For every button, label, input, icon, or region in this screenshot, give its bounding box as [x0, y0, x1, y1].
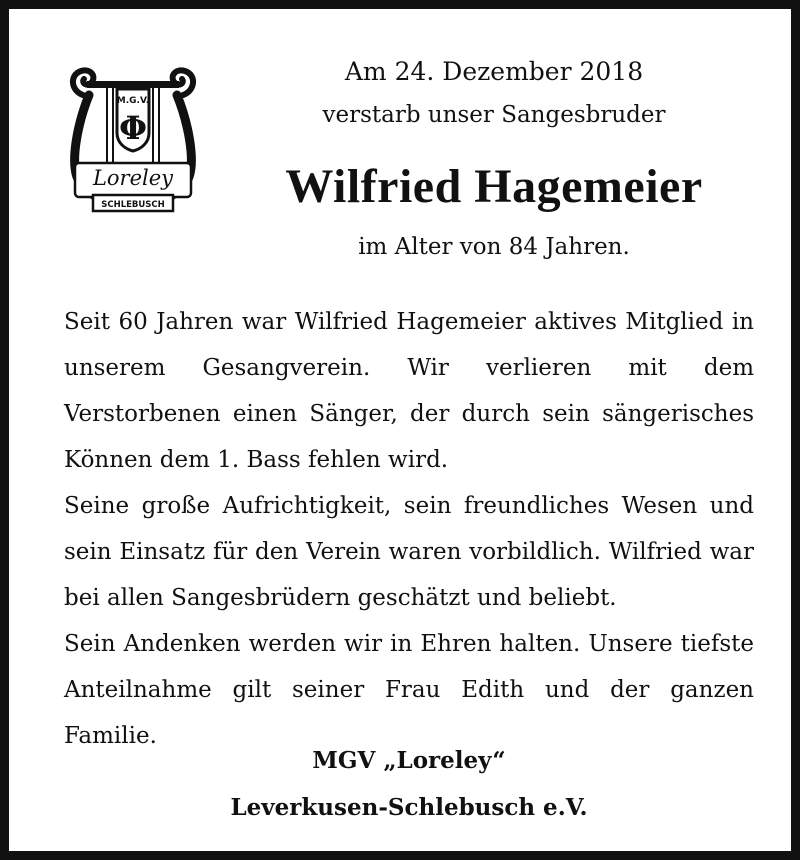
signature-location: Leverkusen-Schlebusch e.V. [230, 794, 588, 821]
age-line: im Alter von 84 Jahren. [358, 234, 630, 260]
death-date-line: Am 24. Dezember 2018 [344, 57, 644, 86]
signature-club-name: MGV „Loreley“ [312, 747, 506, 774]
body-paragraph: Seit 60 Jahren war Wilfried Hagemeier aktives Mitglied in unserem Gesangverein. Wir verlieren mit dem Verstorbenen einen Sänger, der durch sein sängerisches Können dem 1. Bass fehlen wird. [64, 309, 754, 473]
logo-bottom-text: SCHLEBUSCH [101, 200, 165, 210]
logo-script-text: Loreley [92, 166, 174, 190]
logo-phi-glyph: Φ [119, 109, 147, 147]
logo-top-text: M.G.V. [116, 96, 150, 106]
obituary-body [64, 299, 754, 759]
body-paragraph: Seine große Aufrichtigkeit, sein freundliches Wesen und sein Einsatz für den Verein waren vorbildlich. Wilfried war bei allen Sangesbrüdern geschätzt und beliebt. [64, 493, 754, 611]
deceased-name: Wilfried Hagemeier [285, 160, 703, 213]
lyre-logo-icon [67, 65, 199, 217]
intro-line: verstarb unser Sangesbruder [322, 102, 666, 128]
body-paragraph: Sein Andenken werden wir in Ehren halten. Unsere tiefste Anteilnahme gilt seiner Frau Edith und der ganzen Familie. [64, 631, 754, 749]
